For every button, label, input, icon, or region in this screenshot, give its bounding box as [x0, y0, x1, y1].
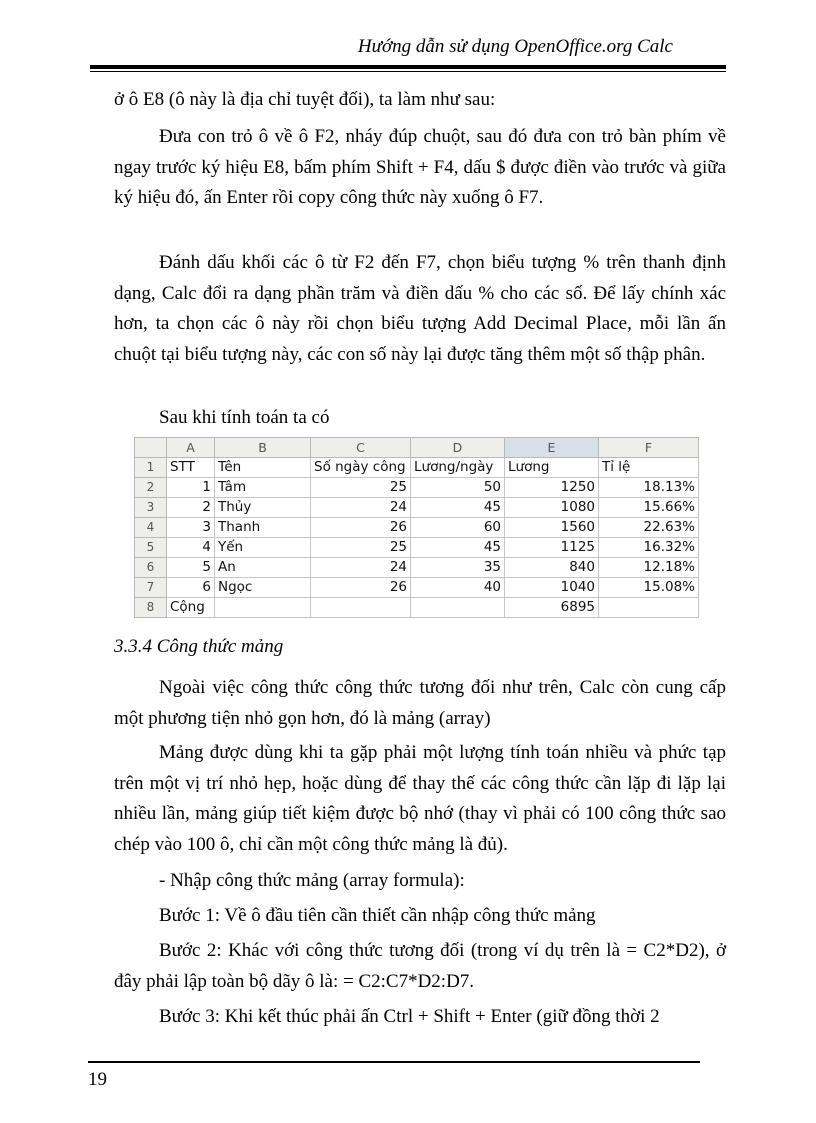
cell: 40	[411, 578, 505, 598]
cell: STT	[167, 458, 215, 478]
cell: 45	[411, 498, 505, 518]
cell: 840	[505, 558, 599, 578]
table-row-total	[135, 598, 699, 618]
row-header: 3	[135, 498, 167, 518]
cell: 15.08%	[599, 578, 699, 598]
cell: Tâm	[215, 478, 311, 498]
corner-cell	[135, 438, 167, 458]
column-header: B	[215, 438, 311, 458]
cell	[411, 598, 505, 618]
cell: Cộng	[167, 598, 215, 618]
row-header: 1	[135, 458, 167, 478]
paragraph: Đánh dấu khối các ô từ F2 đến F7, chọn biểu tượng % trên thanh định dạng, Calc đổi ra dạng phần trăm và điền dấu % cho các số. Để lấy chính xác hơn, ta chọn các ô này rồi chọn biểu tượng Add Decimal Place, mỗi lần ấn chuột tại biểu tượng này, các con số này lại được tăng thêm một số thập phân.	[114, 252, 726, 365]
cell	[311, 598, 411, 618]
cell: 6895	[505, 598, 599, 618]
cell: 1	[167, 478, 215, 498]
cell: Thủy	[215, 498, 311, 518]
cell: Số ngày công	[311, 458, 411, 478]
cell: 35	[411, 558, 505, 578]
paragraph: ở ô E8 (ô này là địa chỉ tuyệt đối), ta làm như sau:	[114, 89, 496, 110]
table-row	[135, 478, 699, 498]
paragraph: Bước 3: Khi kết thúc phải ấn Ctrl + Shift + Enter (giữ đồng thời 2	[159, 1006, 660, 1027]
footer-rule	[88, 1061, 700, 1063]
paragraph: Đưa con trỏ ô về ô F2, nháy đúp chuột, sau đó đưa con trỏ bàn phím về ngay trước ký hiệu E8, bấm phím Shift + F4, dấu $ được điền vào trước và giữa ký hiệu đó, ấn Enter rồi copy công thức này xuống ô F7.	[114, 126, 726, 208]
column-header: A	[167, 438, 215, 458]
cell: Ngọc	[215, 578, 311, 598]
cell: 26	[311, 518, 411, 538]
cell: 25	[311, 478, 411, 498]
column-header: C	[311, 438, 411, 458]
cell: 24	[311, 558, 411, 578]
cell: Tên	[215, 458, 311, 478]
row-header: 5	[135, 538, 167, 558]
cell: Tỉ lệ	[599, 458, 699, 478]
paragraph: Bước 1: Về ô đầu tiên cần thiết cần nhập công thức mảng	[159, 905, 596, 926]
cell: 1560	[505, 518, 599, 538]
cell: Lương	[505, 458, 599, 478]
paragraph: Sau khi tính toán ta có	[159, 407, 330, 428]
paragraph: Bước 2: Khác với công thức tương đối (trong ví dụ trên là = C2*D2), ở đây phải lập toàn bộ dãy ô là: = C2:C7*D2:D7.	[114, 940, 726, 992]
running-header: Hướng dẫn sử dụng OpenOffice.org Calc	[357, 36, 673, 57]
cell: 4	[167, 538, 215, 558]
cell: 1080	[505, 498, 599, 518]
spreadsheet-table	[134, 437, 699, 618]
column-header-row	[135, 438, 699, 458]
row-header: 4	[135, 518, 167, 538]
cell: 60	[411, 518, 505, 538]
cell: 3	[167, 518, 215, 538]
table-row	[135, 538, 699, 558]
cell: 5	[167, 558, 215, 578]
table-row	[135, 458, 699, 478]
paragraph: Ngoài việc công thức công thức tương đối như trên, Calc còn cung cấp một phương tiện nhỏ gọn hơn, đó là mảng (array)	[114, 677, 726, 729]
cell: 16.32%	[599, 538, 699, 558]
cell: An	[215, 558, 311, 578]
table-row	[135, 578, 699, 598]
cell: 25	[311, 538, 411, 558]
cell: Lương/ngày	[411, 458, 505, 478]
cell: 22.63%	[599, 518, 699, 538]
cell: 1250	[505, 478, 599, 498]
cell: 1040	[505, 578, 599, 598]
cell: 12.18%	[599, 558, 699, 578]
cell: 26	[311, 578, 411, 598]
header-rule	[90, 65, 726, 69]
row-header: 7	[135, 578, 167, 598]
row-header: 6	[135, 558, 167, 578]
cell: 18.13%	[599, 478, 699, 498]
cell: Thanh	[215, 518, 311, 538]
cell: 24	[311, 498, 411, 518]
column-header: D	[411, 438, 505, 458]
cell: 6	[167, 578, 215, 598]
row-header: 8	[135, 598, 167, 618]
paragraph: - Nhập công thức mảng (array formula):	[159, 870, 465, 891]
cell: 45	[411, 538, 505, 558]
paragraph: Mảng được dùng khi ta gặp phải một lượng tính toán nhiều và phức tạp trên một vị trí nhỏ hẹp, hoặc dùng để thay thế các công thức cần lặp đi lặp lại nhiều lần, mảng giúp tiết kiệm được bộ nhớ (thay vì phải có 100 công thức sao chép vào 100 ô, chỉ cần một công thức mảng là đủ).	[114, 742, 726, 855]
cell: Yến	[215, 538, 311, 558]
table-row	[135, 498, 699, 518]
cell: 1125	[505, 538, 599, 558]
cell: 15.66%	[599, 498, 699, 518]
header-rule-thin	[90, 71, 726, 72]
page-number: 19	[88, 1069, 107, 1090]
column-header-selected: E	[505, 438, 599, 458]
cell: 50	[411, 478, 505, 498]
section-heading: 3.3.4 Công thức mảng	[114, 636, 284, 657]
column-header: F	[599, 438, 699, 458]
table-row	[135, 558, 699, 578]
cell	[215, 598, 311, 618]
table-row	[135, 518, 699, 538]
cell	[599, 598, 699, 618]
cell: 2	[167, 498, 215, 518]
row-header: 2	[135, 478, 167, 498]
